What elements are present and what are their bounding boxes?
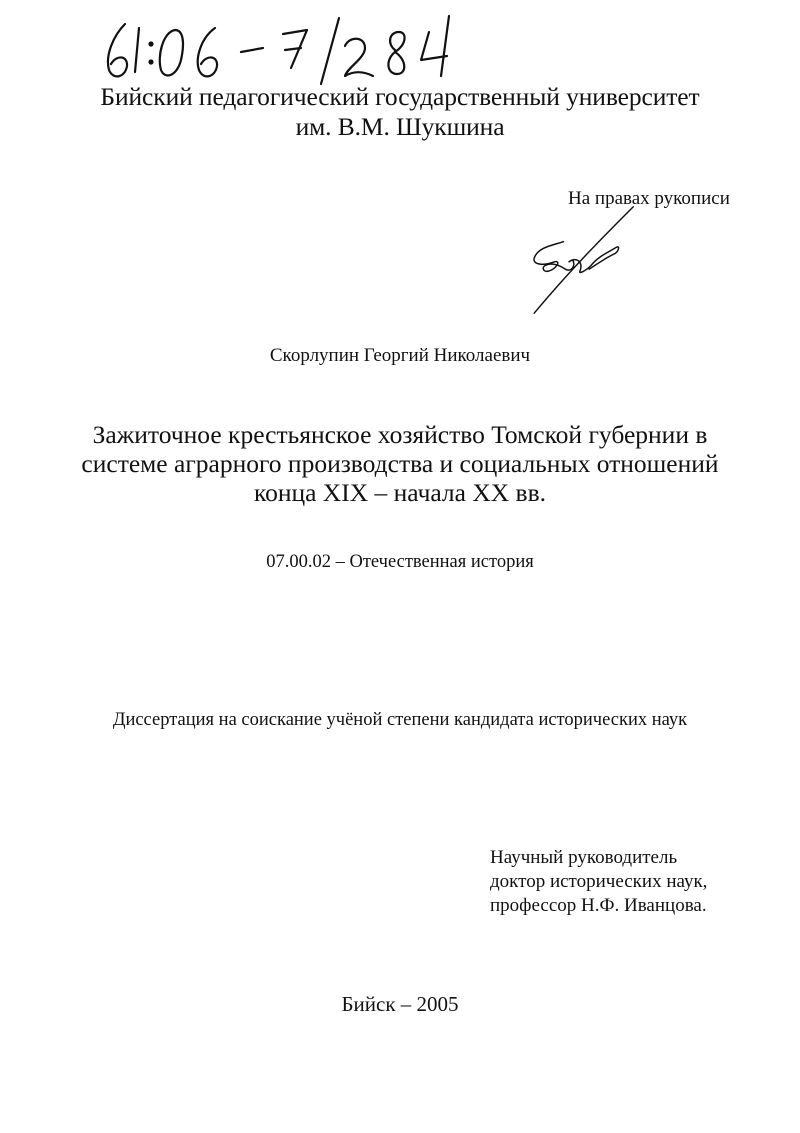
signature (525, 205, 635, 315)
degree-statement: Диссертация на соискание учёной степени кандидата исторических наук (112, 710, 688, 730)
title-line: системе аграрного производства и социальных отношений (81, 449, 719, 478)
supervisor-degree: доктор исторических наук, (490, 871, 708, 892)
city-year: Бийск – 2005 (341, 992, 459, 1016)
specialty-code: 07.00.02 – Отечественная история (266, 552, 534, 572)
university-name: Бийский педагогический государственный университет (100, 82, 700, 111)
author-name: Скорлупин Георгий Николаевич (269, 345, 531, 366)
university-honorific: им. В.М. Шукшина (295, 112, 505, 141)
supervisor-name: профессор Н.Ф. Иванцова. (490, 895, 707, 916)
manuscript-note: На правах рукописи (568, 188, 730, 209)
title-line: Зажиточное крестьянское хозяйство Томской губернии в (92, 420, 708, 449)
dissertation-title (0, 420, 800, 507)
signature-icon (525, 205, 635, 315)
archive-stamp (95, 6, 495, 86)
title-line: конца XIX – начала XX вв. (253, 478, 547, 507)
handwritten-stamp-icon (95, 6, 495, 86)
university-header (0, 82, 800, 142)
supervisor-block (490, 846, 707, 918)
supervisor-role: Научный руководитель (490, 847, 678, 868)
